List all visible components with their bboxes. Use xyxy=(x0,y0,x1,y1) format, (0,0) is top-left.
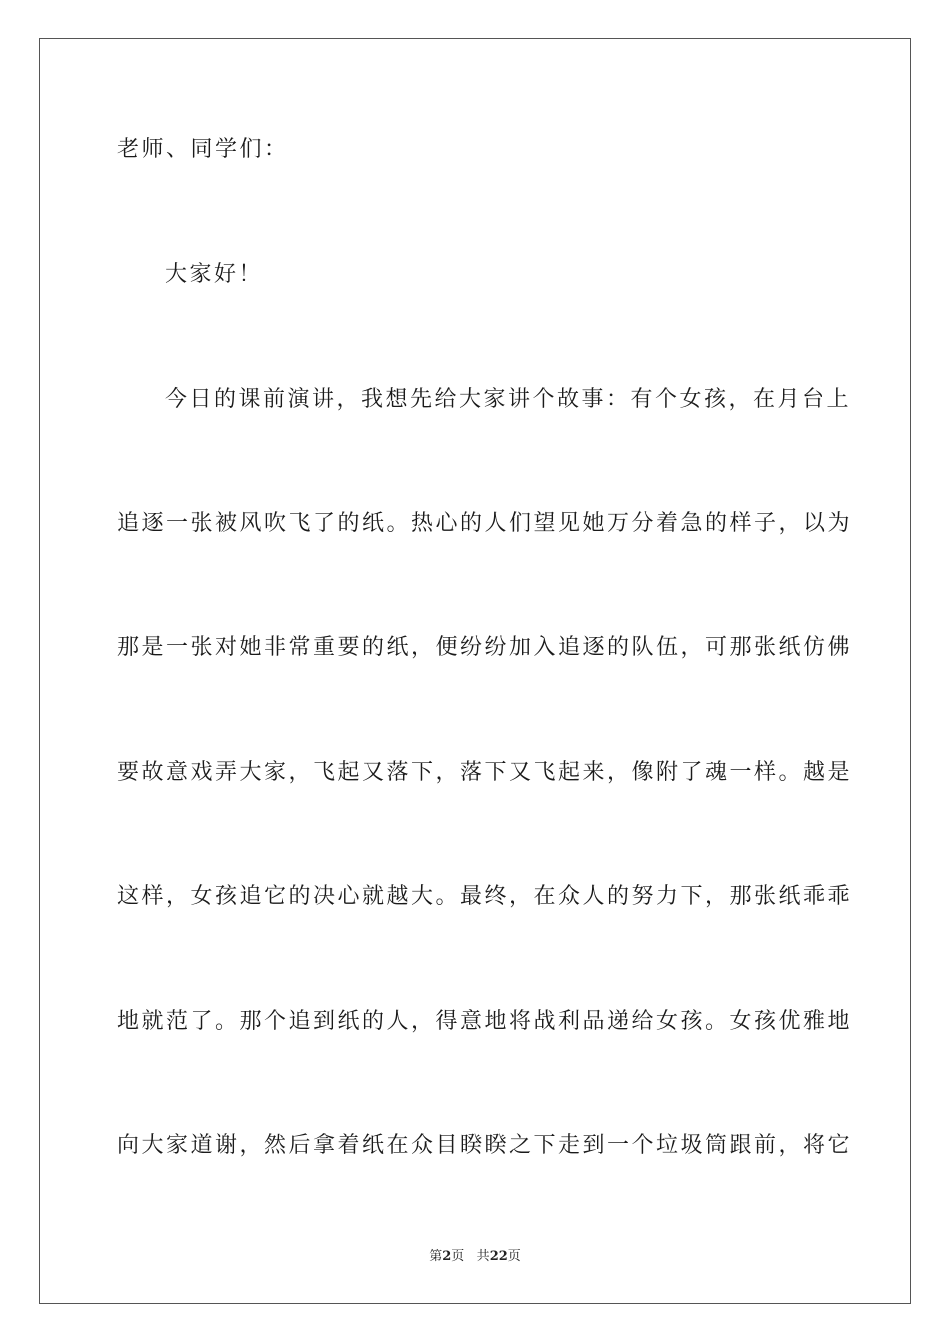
page-border xyxy=(39,38,911,1304)
body-line-7: 向大家道谢，然后拿着纸在众目睽睽之下走到一个垃圾筒跟前，将它 xyxy=(117,1133,853,1158)
page-number: 2 xyxy=(442,1249,452,1264)
page-suffix: 页 xyxy=(451,1249,465,1264)
body-line-4: 要故意戏弄大家，飞起又落下，落下又飞起来，像附了魂一样。越是 xyxy=(117,760,853,785)
total-prefix: 共 xyxy=(476,1249,490,1264)
page-prefix: 第 xyxy=(429,1249,443,1264)
body-line-5: 这样，女孩追它的决心就越大。最终，在众人的努力下，那张纸乖乖 xyxy=(117,884,853,909)
page-footer xyxy=(0,1248,950,1266)
body-line-2: 追逐一张被风吹飞了的纸。热心的人们望见她万分着急的样子，以为 xyxy=(117,511,853,536)
body-line-6: 地就范了。那个追到纸的人，得意地将战利品递给女孩。女孩优雅地 xyxy=(117,1009,853,1034)
total-pages: 22 xyxy=(489,1249,508,1264)
salutation-line: 老师、同学们： xyxy=(117,137,289,162)
greeting-line: 大家好！ xyxy=(165,262,264,287)
body-line-3: 那是一张对她非常重要的纸，便纷纷加入追逐的队伍，可那张纸仿佛 xyxy=(117,635,853,660)
body-line-1: 今日的课前演讲，我想先给大家讲个故事：有个女孩，在月台上 xyxy=(165,387,852,412)
total-suffix: 页 xyxy=(507,1249,521,1264)
